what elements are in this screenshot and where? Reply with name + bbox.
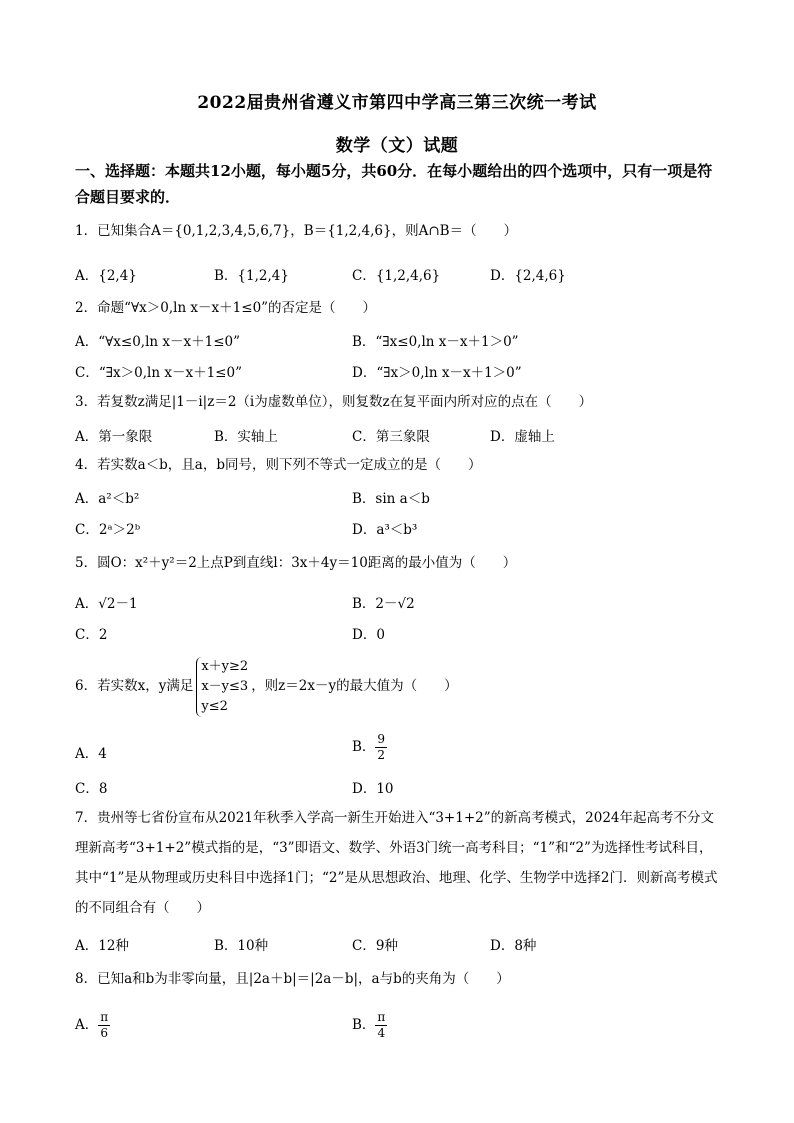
exam-title: 2022届贵州省遵义市第四中学高三第三次统一考试 (197, 93, 597, 113)
question-3-stem: 3．若复数z满足|1－i|z＝2（i为虚数单位），则复数z在复平面内所对应的点在（ ） (75, 394, 593, 410)
question-2-option-d: D．“∃x＞0,ln x－x＋1＞0” (352, 365, 522, 381)
question-5-option-c: C．2 (75, 627, 108, 643)
question-6-option-a: A．4 (75, 746, 107, 762)
exam-subtitle: 数学（文）试题 (335, 136, 459, 156)
question-4-option-a: A．a²＜b² (75, 491, 140, 507)
question-8-stem: 8．已知a和b为非零向量，且|2a＋b|＝|2a－b|，a与b的夹角为（ ） (75, 971, 510, 987)
question-2-option-b: B．“∃x≤0,ln x－x＋1＞0” (352, 334, 519, 350)
question-1-option-a: A．{2,4} (75, 268, 137, 284)
question-8-option-b: B． $\frac{\pi}{4}$ (352, 1010, 386, 1040)
question-3-option-d: D．虚轴上 (490, 429, 555, 445)
question-5-stem: 5．圆O：x²＋y²＝2上点P到直线l：3x＋4y＝10距离的最小值为（ ） (75, 555, 517, 571)
constraint-1: x＋y≥2 (201, 658, 249, 674)
question-2-option-c: C．“∃x＞0,ln x－x＋1≤0” (75, 365, 242, 381)
question-7-option-b: B．10种 (214, 938, 269, 954)
question-2-stem: 2．命题“∀x＞0,ln x－x＋1≤0”的否定是（ ） (75, 300, 377, 316)
question-3-option-c: C．第三象限 (352, 429, 430, 445)
question-1-option-d: D．{2,4,6} (490, 268, 566, 284)
question-6-stem-before: 6．若实数x，y满足 (75, 678, 194, 694)
question-8-option-a: A． $\frac{\pi}{6}$ (75, 1010, 109, 1040)
fraction-pi-quarter: $\frac{\pi}{4}$ (377, 1010, 386, 1040)
question-5-option-d: D．0 (352, 627, 385, 643)
question-5-option-a: A．√2－1 (75, 596, 138, 612)
fraction-pi-sixth: $\frac{\pi}{6}$ (100, 1010, 109, 1040)
question-7-option-a: A．12种 (75, 938, 129, 954)
question-4-option-b: B．sin a＜b (352, 491, 430, 507)
fraction-nine-halves: $\frac{9}{2}$ (377, 732, 386, 762)
question-6-stem (75, 654, 458, 718)
question-6-constraint-system (196, 657, 248, 717)
question-6-option-c: C．8 (75, 781, 108, 797)
question-6-option-d: D．10 (352, 781, 394, 797)
question-1-stem: 1．已知集合A＝{0,1,2,3,4,5,6,7}，B＝{1,2,4,6}，则A∩B＝（ ） (75, 223, 518, 239)
question-6-stem-after: ，则z＝2x－y的最大值为（ ） (251, 678, 458, 694)
question-4-option-d: D．a³＜b³ (352, 522, 418, 538)
question-7-option-c: C．9种 (352, 938, 398, 954)
question-7-stem: 7．贵州等七省份宣布从2021年秋季入学高一新生开始进入“3+1+2”的新高考模式，2024年起高考不分文理新高考“3+1+2”模式指的是，“3”即语文、数学、外语3门统一高考科目；“1”和“2”为选择性考试科目，其中“1”是从物理或历史科目中选择1门；“2”是从思想政治、地理、化学、生物学中选择2门．则新高考模式的不同组合有（ ） (75, 810, 718, 916)
question-3-option-b: B．实轴上 (214, 429, 278, 445)
question-1-option-b: B．{1,2,4} (214, 268, 289, 284)
section-heading: 一、选择题：本题共12小题，每小题5分，共60分．在每小题给出的四个选项中，只有一项是符合题目要求的． (75, 162, 713, 206)
constraint-2: x－y≤3 (201, 678, 249, 694)
question-6-option-b: B． $\frac{9}{2}$ (352, 732, 386, 762)
question-1-option-c: C．{1,2,4,6} (352, 268, 441, 284)
question-4-stem: 4．若实数a＜b，且a，b同号，则下列不等式一定成立的是（ ） (75, 457, 482, 473)
question-3-option-a: A．第一象限 (75, 429, 153, 445)
constraint-3: y≤2 (201, 698, 228, 714)
question-7-option-d: D．8种 (490, 938, 537, 954)
question-2-option-a: A．“∀x≤0,ln x－x＋1≤0” (75, 334, 241, 350)
question-5-option-b: B．2－√2 (352, 596, 415, 612)
question-4-option-c: C．2ᵃ＞2ᵇ (75, 522, 141, 538)
